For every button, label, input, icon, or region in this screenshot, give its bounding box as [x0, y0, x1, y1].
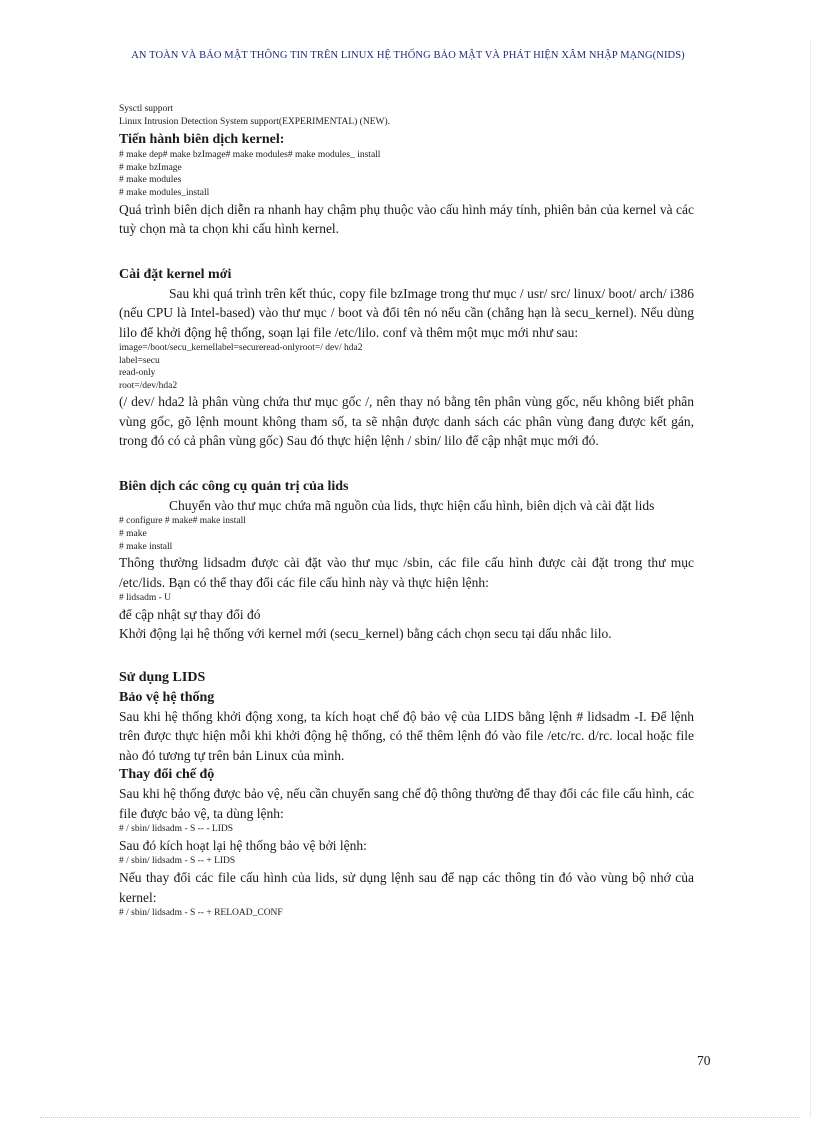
command-line: # make modules_install — [119, 187, 210, 198]
page-header: AN TOÀN VÀ BẢO MẬT THÔNG TIN TRÊN LINUX HỆ THỐNG BẢO MẬT VÀ PHÁT HIỆN XÂM NHẬP MẠNG(NIDS) — [131, 50, 685, 61]
paragraph: Sau đó kích hoạt lại hệ thống bảo vệ bởi lệnh: — [119, 837, 367, 853]
section-heading-lids-tools: Biên dịch các công cụ quản trị của lids — [119, 478, 349, 494]
config-line: label=secu — [119, 355, 160, 366]
config-line: Sysctl support — [119, 104, 174, 114]
paragraph: Sau khi hệ thống được bảo vệ, nếu cần chuyển sang chế độ thông thường để thay đổi các file cấu hình, các file được bảo vệ, ta dùng lệnh: — [119, 786, 694, 821]
page-edge-divider — [810, 40, 811, 1117]
paragraph: Sau khi quá trình trên kết thúc, copy file bzImage trong thư mục / usr/ src/ linux/ boot/ arch/ i386 (nếu CPU là Intel-based) vào thư mục / boot và đổi tên nó nếu cần (chẳng hạn là secu_kernel). Nếu dùng lilo để khởi động hệ thống, soạn lại file /etc/lilo. conf và thêm một mục mới như sau: — [119, 285, 694, 340]
paragraph: Thông thường lidsadm được cài đặt vào thư mục /sbin, các file cấu hình được cài đặt trong thư mục /etc/lids. Bạn có thể thay đổi các file cấu hình này và thực hiện lệnh: — [119, 555, 694, 590]
command-line: # make bzImage — [119, 162, 182, 173]
subheading-change-mode: Thay đổi chế độ — [119, 767, 215, 783]
section-heading-using-lids: Sử dụng LIDS — [119, 669, 206, 685]
page-content — [119, 103, 694, 920]
paragraph: Sau khi hệ thống khởi động xong, ta kích hoạt chế độ bảo vệ của LIDS bằng lệnh # lidsadm -I. Để lệnh trên được thực hiện mỗi khi khởi động hệ thống, có thể thêm lệnh đó vào file /etc/rc. d/rc. local hoặc file nào đó tương tự trên bản Linux của mình. — [119, 708, 694, 763]
section-heading-install-kernel: Cài đặt kernel mới — [119, 266, 232, 282]
config-line: Linux Intrusion Detection System support(EXPERIMENTAL) (NEW). — [119, 116, 391, 127]
command-line: # / sbin/ lidsadm - S -- - LIDS — [119, 824, 233, 835]
config-line: root=/dev/hda2 — [119, 380, 178, 391]
command-line: # make dep# make bzImage# make modules# make modules_ install — [119, 150, 381, 161]
command-line: # configure # make# make install — [119, 516, 246, 527]
page-number: 70 — [697, 1053, 711, 1068]
paragraph: Nếu thay đổi các file cấu hình của lids, sử dụng lệnh sau để nạp các thông tin đó vào vùng bộ nhớ của kernel: — [119, 870, 694, 905]
command-line: # make modules — [119, 175, 182, 186]
paragraph: Khởi động lại hệ thống với kernel mới (secu_kernel) bằng cách chọn secu tại dấu nhắc lilo. — [119, 626, 612, 642]
command-line: # lidsadm - U — [119, 593, 171, 604]
section-heading-compile-kernel: Tiến hành biên dịch kernel: — [119, 132, 285, 148]
subheading-protect-system: Bảo vệ hệ thống — [119, 689, 215, 705]
paragraph: để cập nhật sự thay đổi đó — [119, 606, 261, 622]
footer-divider — [40, 1117, 800, 1118]
paragraph: (/ dev/ hda2 là phân vùng chứa thư mục gốc /, nên thay nó bằng tên phân vùng gốc, nếu không biết phân vùng gốc, gõ lệnh mount không tham số, ta sẽ nhận được danh sách các phân vùng đang được kết gán, trong đó có cả phân vùng gốc) Sau đó thực hiện lệnh / sbin/ lilo để cập nhật mục mới đó. — [119, 394, 694, 449]
paragraph: Quá trình biên dịch diễn ra nhanh hay chậm phụ thuộc vào cấu hình máy tính, phiên bản của kernel và các tuỳ chọn mà ta chọn khi cấu hình kernel. — [119, 201, 694, 237]
command-line: # make install — [119, 541, 173, 552]
command-line: # / sbin/ lidsadm - S -- + RELOAD_CONF — [119, 908, 283, 918]
config-line: image=/boot/secu_kernellabel=secureread-onlyroot=/ dev/ hda2 — [119, 343, 363, 354]
config-line: read-only — [119, 368, 156, 379]
command-line: # make — [119, 529, 147, 540]
paragraph: Chuyển vào thư mục chứa mã nguồn của lids, thực hiện cấu hình, biên dịch và cài đặt lids — [169, 497, 655, 513]
command-line: # / sbin/ lidsadm - S -- + LIDS — [119, 856, 236, 867]
